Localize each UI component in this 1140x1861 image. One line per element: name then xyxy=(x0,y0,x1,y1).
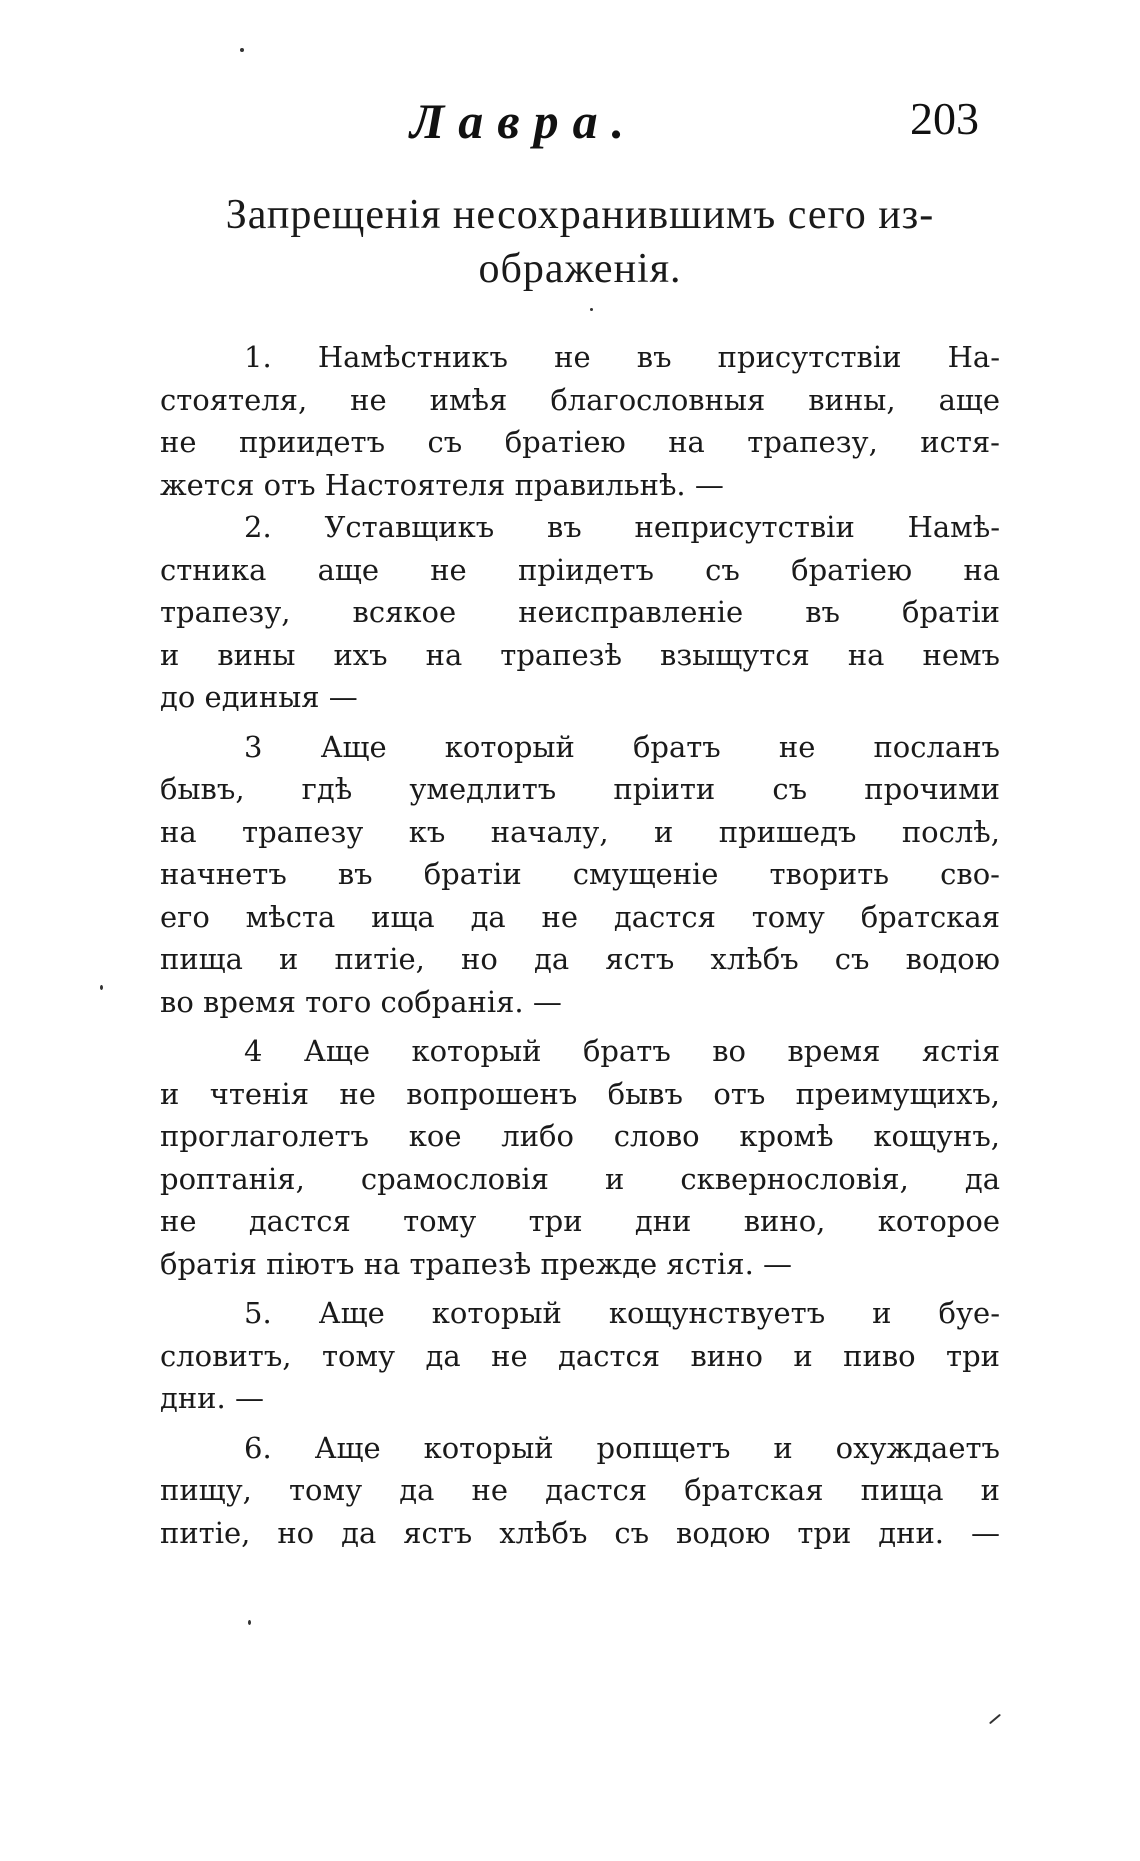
section-heading xyxy=(160,188,1000,296)
section-heading-line: ображенія. xyxy=(478,246,682,292)
text-line: проглаголетъ кое либо слово кромѣ кощунъ, xyxy=(160,1119,1000,1153)
body-text xyxy=(160,336,1000,1554)
text-line: не приидетъ съ братіею на трапезу, истя- xyxy=(160,425,1000,459)
text-line: начнетъ въ братіи смущеніе творить сво- xyxy=(160,857,1000,891)
text-line: на трапезу къ началу, и пришедъ послѣ, xyxy=(160,814,1000,849)
paragraph-2 xyxy=(160,506,1000,719)
text-line: 6. Аще который ропщетъ и охуждаетъ xyxy=(244,1430,1000,1465)
section-heading-line: Запрещенія несохранившимъ сего из- xyxy=(225,192,935,238)
text-line: и вины ихъ на трапезѣ взыщутся на немъ xyxy=(160,637,1000,672)
text-line: до единыя — xyxy=(160,680,358,714)
paragraph-3 xyxy=(160,726,1000,1024)
text-line: питіе, но да ястъ хлѣбъ съ водою три дни. — xyxy=(160,1515,1000,1550)
text-line: трапезу, всякое неисправленіе въ братіи xyxy=(160,595,1000,629)
text-line: стоятеля, не имѣя благословныя вины, аще xyxy=(160,382,1000,417)
text-line: 3 Аще который братъ не посланъ xyxy=(244,729,1000,764)
text-line: 1. Намѣстникъ не въ присутствіи На- xyxy=(244,340,1000,374)
scan-speck xyxy=(248,1620,251,1625)
page-number: 203 xyxy=(910,93,979,144)
text-line: роптанія, срамословія и сквернословія, да xyxy=(160,1161,1000,1196)
text-line: дни. — xyxy=(160,1381,264,1415)
text-line: во время того собранія. — xyxy=(160,984,562,1019)
scan-speck xyxy=(590,308,593,311)
running-title: Лавра. xyxy=(410,93,639,149)
text-line: 4 Аще который братъ во время ястія xyxy=(244,1034,1000,1068)
scan-speck xyxy=(100,985,103,990)
running-head xyxy=(0,92,1140,162)
text-line: братія піютъ на трапезѣ прежде ястія. — xyxy=(160,1246,793,1281)
text-line: и чтенія не вопрошенъ бывъ отъ преимущихъ, xyxy=(160,1076,1000,1111)
text-line: пищу, тому да не дастся братская пища и xyxy=(160,1473,1000,1507)
paragraph-1 xyxy=(160,336,1000,506)
text-line: словитъ, тому да не дастся вино и пиво три xyxy=(160,1338,1000,1373)
text-line: его мѣста ища да не дастся тому братская xyxy=(160,899,1000,934)
text-line: не дастся тому три дни вино, которое xyxy=(160,1204,1000,1238)
text-line: стника аще не пріидетъ съ братіею на xyxy=(160,552,1000,587)
scan-speck xyxy=(240,48,244,52)
text-line: бывъ, гдѣ умедлитъ пріити съ прочими xyxy=(160,772,1000,806)
text-line: пища и питіе, но да ястъ хлѣбъ съ водою xyxy=(160,942,1000,976)
text-line: 2. Уставщикъ въ неприсутствіи Намѣ- xyxy=(244,510,1000,544)
paragraph-6 xyxy=(160,1427,1000,1555)
scan-speck xyxy=(989,1714,1001,1725)
text-line: жется отъ Настоятеля правильнѣ. — xyxy=(160,467,724,502)
paragraph-4 xyxy=(160,1030,1000,1285)
paragraph-5 xyxy=(160,1292,1000,1420)
text-line: 5. Аще который кощунствуетъ и буе- xyxy=(244,1296,1000,1330)
